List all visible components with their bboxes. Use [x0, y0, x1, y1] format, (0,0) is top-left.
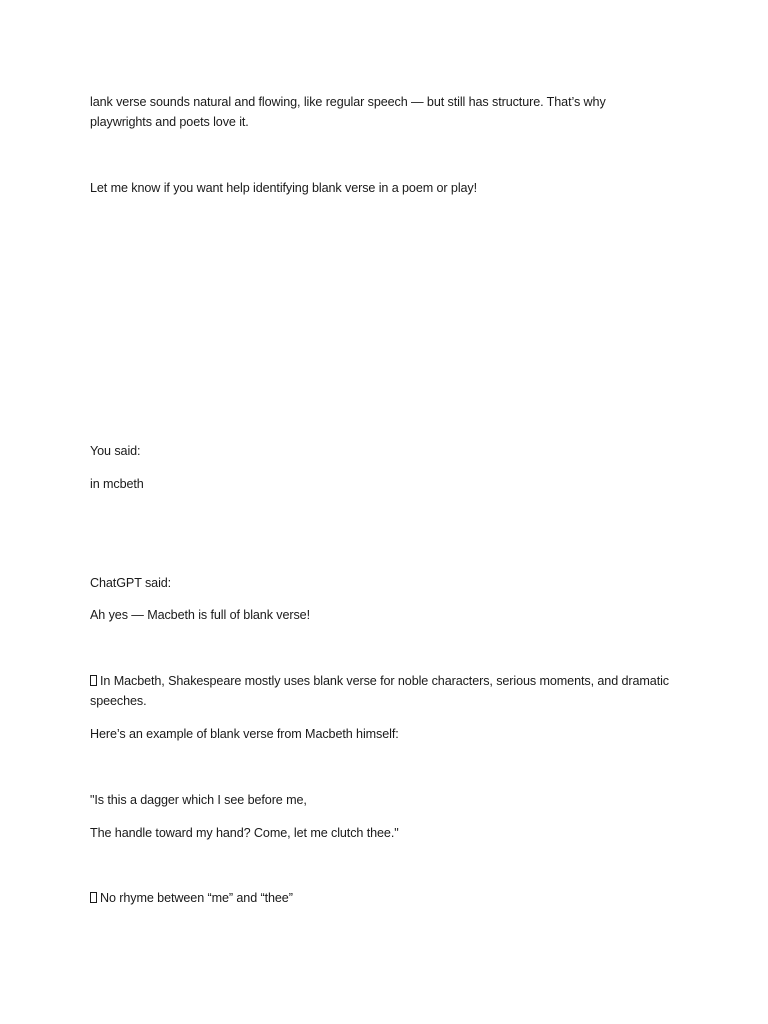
- missing-glyph-icon: [90, 675, 97, 686]
- quote-line: The handle toward my hand? Come, let me clutch thee.": [90, 826, 399, 840]
- note-line: [90, 888, 690, 908]
- paragraph-line: playwrights and poets love it.: [90, 115, 249, 129]
- example-intro: Here’s an example of blank verse from Macbeth himself:: [90, 727, 399, 741]
- paragraph: Let me know if you want help identifying blank verse in a poem or play!: [90, 181, 478, 195]
- paragraph-line: lank verse sounds natural and flowing, like regular speech — but still has structure. That’s why: [90, 95, 606, 109]
- note-text: No rhyme between “me” and “thee”: [100, 891, 293, 905]
- paragraph-line: speeches.: [90, 694, 147, 708]
- user-message: in mcbeth: [90, 477, 144, 491]
- paragraph-line: [90, 671, 690, 691]
- you-said-label: You said:: [90, 444, 141, 458]
- assistant-label: ChatGPT said:: [90, 576, 172, 590]
- quote-line: "Is this a dagger which I see before me,: [90, 793, 307, 807]
- paragraph-text: In Macbeth, Shakespeare mostly uses blank verse for noble characters, serious moments, and dramatic: [100, 674, 669, 688]
- reply-intro: Ah yes — Macbeth is full of blank verse!: [90, 608, 310, 622]
- missing-glyph-icon: [90, 892, 97, 903]
